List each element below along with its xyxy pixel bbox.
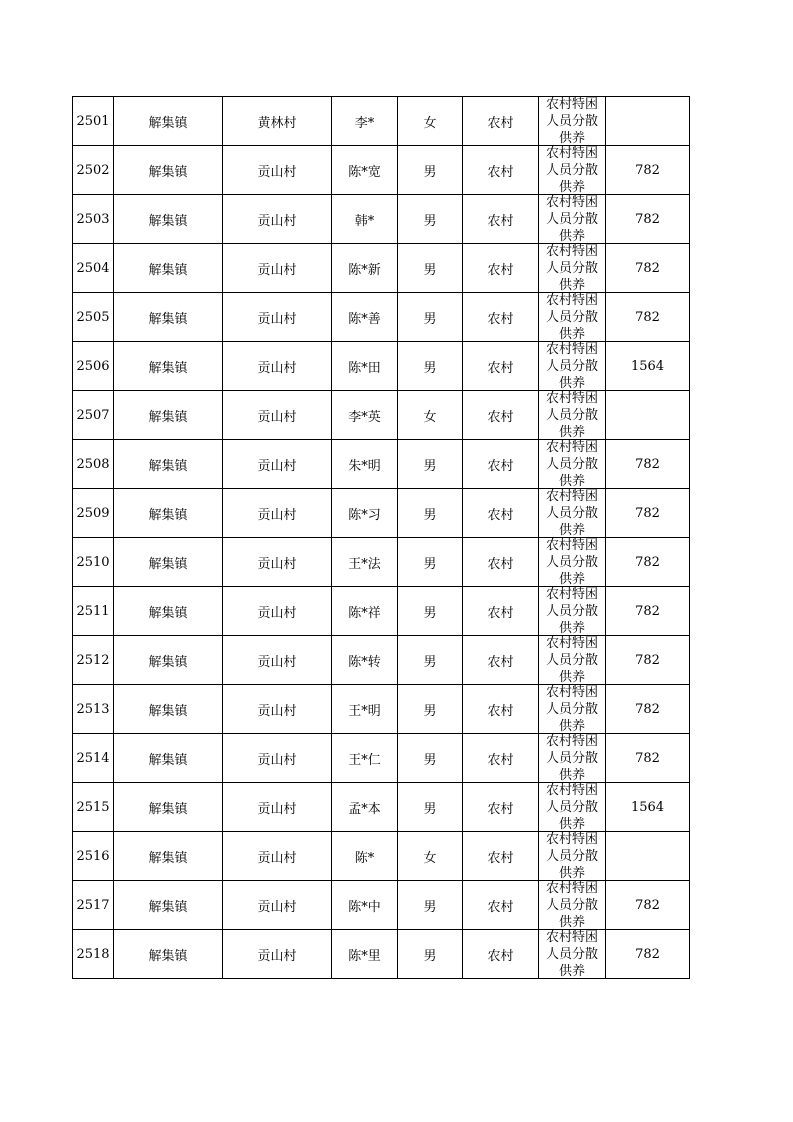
cell-name: 王*法 [332,538,398,587]
cell-type [539,538,606,587]
table-row [73,636,690,685]
cell-village: 贡山村 [223,342,332,391]
cell-no: 2503 [73,195,114,244]
cell-area: 农村 [463,832,539,881]
table-row [73,146,690,195]
cell-no: 2509 [73,489,114,538]
cell-type-text: 农村特困人员分散供养 [545,930,598,977]
cell-name: 韩* [332,195,398,244]
cell-no: 2516 [73,832,114,881]
cell-amount: 782 [606,881,690,930]
table-row [73,832,690,881]
table-row [73,881,690,930]
cell-gender: 男 [398,440,463,489]
cell-gender: 男 [398,685,463,734]
cell-type-text: 农村特困人员分散供养 [545,538,598,585]
cell-type-text: 农村特困人员分散供养 [545,783,598,830]
cell-type-text: 农村特困人员分散供养 [545,489,598,536]
table-row [73,734,690,783]
cell-gender: 男 [398,734,463,783]
table-row [73,538,690,587]
cell-name: 陈*习 [332,489,398,538]
cell-area: 农村 [463,685,539,734]
cell-amount: 782 [606,244,690,293]
cell-type [539,832,606,881]
cell-no: 2510 [73,538,114,587]
cell-amount: 782 [606,587,690,636]
cell-type [539,636,606,685]
cell-area: 农村 [463,146,539,195]
cell-gender: 女 [398,97,463,146]
cell-amount [606,391,690,440]
cell-amount: 1564 [606,783,690,832]
cell-village: 黄林村 [223,97,332,146]
cell-village: 贡山村 [223,783,332,832]
cell-area: 农村 [463,244,539,293]
cell-type-text: 农村特困人员分散供养 [545,391,598,438]
table-row [73,783,690,832]
table-row [73,342,690,391]
cell-gender: 男 [398,342,463,391]
cell-village: 贡山村 [223,685,332,734]
cell-type-text: 农村特困人员分散供养 [545,636,598,683]
cell-type-text: 农村特困人员分散供养 [545,734,598,781]
cell-gender: 男 [398,783,463,832]
cell-amount: 782 [606,930,690,979]
cell-village: 贡山村 [223,930,332,979]
cell-type [539,587,606,636]
cell-gender: 男 [398,881,463,930]
cell-no: 2507 [73,391,114,440]
cell-village: 贡山村 [223,244,332,293]
cell-area: 农村 [463,783,539,832]
cell-gender: 男 [398,146,463,195]
cell-area: 农村 [463,489,539,538]
cell-name: 陈*田 [332,342,398,391]
cell-gender: 男 [398,930,463,979]
cell-no: 2505 [73,293,114,342]
cell-town: 解集镇 [114,391,223,440]
cell-type [539,342,606,391]
cell-area: 农村 [463,440,539,489]
cell-amount: 1564 [606,342,690,391]
cell-gender: 男 [398,538,463,587]
cell-name: 陈*转 [332,636,398,685]
cell-type-text: 农村特困人员分散供养 [545,685,598,732]
cell-name: 陈*中 [332,881,398,930]
cell-village: 贡山村 [223,489,332,538]
table-row [73,489,690,538]
cell-no: 2502 [73,146,114,195]
cell-town: 解集镇 [114,685,223,734]
cell-type [539,391,606,440]
table-row [73,244,690,293]
cell-area: 农村 [463,930,539,979]
cell-amount: 782 [606,685,690,734]
cell-area: 农村 [463,391,539,440]
relief-table [72,96,690,979]
cell-type-text: 农村特困人员分散供养 [545,293,598,340]
cell-amount [606,832,690,881]
cell-gender: 女 [398,391,463,440]
cell-town: 解集镇 [114,97,223,146]
cell-town: 解集镇 [114,146,223,195]
cell-gender: 男 [398,587,463,636]
cell-name: 陈*善 [332,293,398,342]
cell-town: 解集镇 [114,636,223,685]
cell-type-text: 农村特困人员分散供养 [545,244,598,291]
cell-town: 解集镇 [114,832,223,881]
cell-name: 李* [332,97,398,146]
cell-village: 贡山村 [223,881,332,930]
cell-town: 解集镇 [114,293,223,342]
table-row [73,195,690,244]
cell-area: 农村 [463,342,539,391]
cell-type-text: 农村特困人员分散供养 [545,440,598,487]
table-row [73,930,690,979]
cell-area: 农村 [463,587,539,636]
cell-name: 陈*新 [332,244,398,293]
cell-type [539,195,606,244]
cell-no: 2501 [73,97,114,146]
cell-type [539,783,606,832]
cell-town: 解集镇 [114,195,223,244]
cell-no: 2514 [73,734,114,783]
cell-type [539,930,606,979]
cell-type [539,244,606,293]
cell-type [539,489,606,538]
cell-amount: 782 [606,293,690,342]
cell-name: 李*英 [332,391,398,440]
cell-no: 2513 [73,685,114,734]
cell-village: 贡山村 [223,734,332,783]
cell-name: 陈*宽 [332,146,398,195]
cell-amount: 782 [606,440,690,489]
cell-type [539,146,606,195]
cell-no: 2511 [73,587,114,636]
cell-town: 解集镇 [114,342,223,391]
cell-gender: 女 [398,832,463,881]
cell-village: 贡山村 [223,146,332,195]
cell-type [539,734,606,783]
cell-area: 农村 [463,881,539,930]
cell-town: 解集镇 [114,783,223,832]
cell-gender: 男 [398,489,463,538]
cell-area: 农村 [463,538,539,587]
cell-no: 2518 [73,930,114,979]
table-row [73,440,690,489]
cell-amount [606,97,690,146]
cell-no: 2508 [73,440,114,489]
cell-area: 农村 [463,97,539,146]
cell-type [539,881,606,930]
cell-no: 2506 [73,342,114,391]
cell-type-text: 农村特困人员分散供养 [545,195,598,242]
cell-type [539,440,606,489]
cell-amount: 782 [606,734,690,783]
cell-no: 2512 [73,636,114,685]
cell-area: 农村 [463,195,539,244]
cell-no: 2515 [73,783,114,832]
cell-name: 王*明 [332,685,398,734]
cell-area: 农村 [463,293,539,342]
cell-name: 朱*明 [332,440,398,489]
cell-village: 贡山村 [223,587,332,636]
cell-no: 2517 [73,881,114,930]
cell-name: 孟*本 [332,783,398,832]
cell-village: 贡山村 [223,538,332,587]
cell-area: 农村 [463,734,539,783]
cell-type-text: 农村特困人员分散供养 [545,342,598,389]
cell-village: 贡山村 [223,391,332,440]
cell-amount: 782 [606,195,690,244]
cell-town: 解集镇 [114,930,223,979]
cell-amount: 782 [606,489,690,538]
table-row [73,587,690,636]
cell-area: 农村 [463,636,539,685]
cell-name: 陈* [332,832,398,881]
table-row [73,391,690,440]
cell-village: 贡山村 [223,832,332,881]
cell-type [539,97,606,146]
cell-gender: 男 [398,244,463,293]
cell-type [539,685,606,734]
table-row [73,685,690,734]
cell-town: 解集镇 [114,587,223,636]
cell-town: 解集镇 [114,489,223,538]
cell-name: 王*仁 [332,734,398,783]
cell-village: 贡山村 [223,195,332,244]
cell-type-text: 农村特困人员分散供养 [545,97,598,144]
table-row [73,293,690,342]
cell-village: 贡山村 [223,636,332,685]
cell-town: 解集镇 [114,244,223,293]
cell-village: 贡山村 [223,293,332,342]
cell-no: 2504 [73,244,114,293]
cell-type-text: 农村特困人员分散供养 [545,832,598,879]
cell-type-text: 农村特困人员分散供养 [545,881,598,928]
cell-name: 陈*里 [332,930,398,979]
cell-village: 贡山村 [223,440,332,489]
cell-amount: 782 [606,538,690,587]
cell-type-text: 农村特困人员分散供养 [545,587,598,634]
cell-town: 解集镇 [114,881,223,930]
table-body [73,97,690,979]
cell-amount: 782 [606,146,690,195]
cell-gender: 男 [398,195,463,244]
cell-type-text: 农村特困人员分散供养 [545,146,598,193]
cell-name: 陈*祥 [332,587,398,636]
cell-type [539,293,606,342]
cell-gender: 男 [398,293,463,342]
cell-town: 解集镇 [114,734,223,783]
table-row [73,97,690,146]
cell-gender: 男 [398,636,463,685]
cell-amount: 782 [606,636,690,685]
cell-town: 解集镇 [114,440,223,489]
cell-town: 解集镇 [114,538,223,587]
